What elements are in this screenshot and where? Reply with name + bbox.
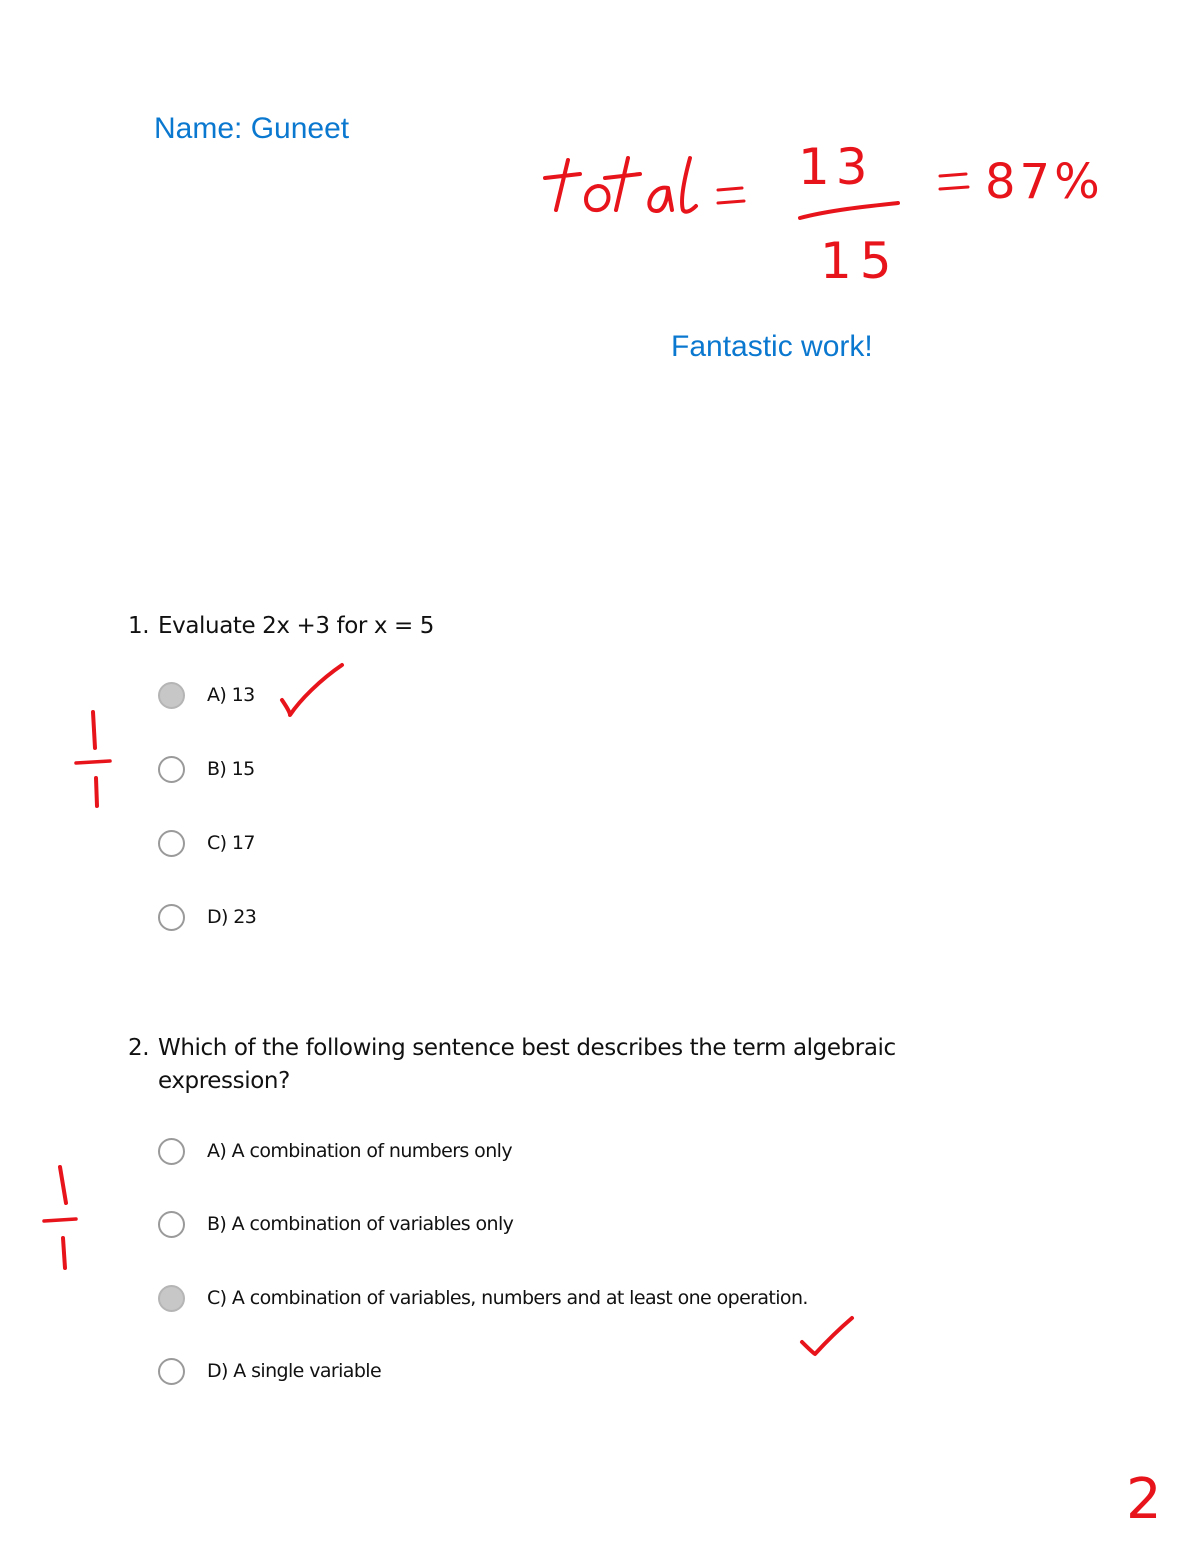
question-text: Which of the following sentence best describes the term algebraic expression? <box>158 1035 896 1094</box>
option-label: C) 17 <box>207 832 255 854</box>
teacher-feedback: Fantastic work! <box>671 330 873 363</box>
radio-button[interactable] <box>158 756 185 783</box>
fraction-bar <box>800 203 898 218</box>
option-label: B) A combination of variables only <box>207 1213 514 1235</box>
radio-button-selected[interactable] <box>158 1285 185 1312</box>
q1-option-b[interactable] <box>158 753 255 785</box>
q2-score <box>44 1167 76 1268</box>
radio-button[interactable] <box>158 904 185 931</box>
option-label: B) 15 <box>207 758 255 780</box>
student-name: Name: Guneet <box>154 112 350 145</box>
radio-button-selected[interactable] <box>158 682 185 709</box>
score-percent: 87% <box>985 154 1104 210</box>
radio-button[interactable] <box>158 1138 185 1165</box>
total-handwriting <box>545 158 696 231</box>
q2-option-c[interactable] <box>158 1282 808 1314</box>
q2-option-a[interactable] <box>158 1135 512 1167</box>
check-mark-icon <box>282 665 342 715</box>
q2-option-b[interactable] <box>158 1208 513 1240</box>
radio-button[interactable] <box>158 830 185 857</box>
q1-option-d[interactable] <box>158 901 256 933</box>
check-mark-icon <box>802 1318 852 1354</box>
radio-button[interactable] <box>158 1358 185 1385</box>
question-2 <box>128 1032 948 1098</box>
score-denominator: 15 <box>820 232 900 290</box>
option-label: C) A combination of variables, numbers and at least one operation. <box>207 1287 808 1309</box>
question-number: 2. <box>128 1035 150 1061</box>
q1-option-a[interactable] <box>158 679 255 711</box>
question-text: Evaluate 2x +3 for x = 5 <box>158 613 435 639</box>
option-label: A) A combination of numbers only <box>207 1140 512 1162</box>
equals-sign <box>718 188 744 231</box>
score-numerator: 13 <box>798 138 874 196</box>
option-label: D) A single variable <box>207 1360 382 1382</box>
q1-option-c[interactable] <box>158 827 255 859</box>
page-number: 2 <box>1126 1467 1162 1532</box>
question-number: 1. <box>128 613 150 639</box>
option-label: A) 13 <box>207 684 255 706</box>
equals-sign <box>940 174 968 189</box>
question-1 <box>128 610 948 643</box>
q2-option-d[interactable] <box>158 1355 381 1387</box>
radio-button[interactable] <box>158 1211 185 1238</box>
option-label: D) 23 <box>207 906 257 928</box>
q1-score <box>76 712 110 806</box>
